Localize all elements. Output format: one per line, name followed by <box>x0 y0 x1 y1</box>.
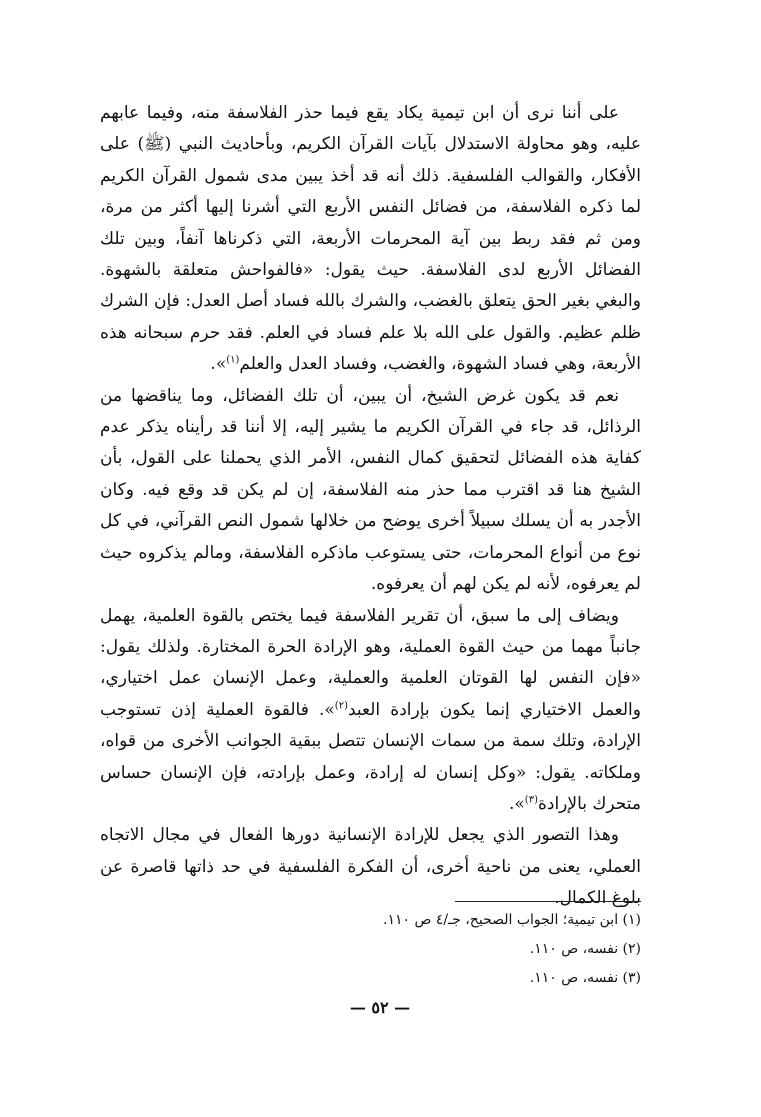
paragraph-text: وهذا التصور الذي يجعل للإرادة الإنسانية دورها الفعال في مجال الاتجاه العملي، يعنى من ناحية أخرى، أن الفكرة الفلسفية في حد ذاتها قاصرة عن بلوغ الكمال. <box>100 825 641 909</box>
footnote-2: (٢) نفسه، ص ١١٠. <box>529 941 641 957</box>
footnote-ref: (٢) <box>334 700 348 712</box>
footnote-ref: (٣) <box>524 794 538 806</box>
paragraph-text: نعم قد يكون غرض الشيخ، أن يبين، أن تلك الفضائل، وما يناقضها من الرذائل، قد جاء في القرآن الكريم ما يشير إليه، إلا أننا قد رأيناه يذكر عدم كفاية هذه الفضائل لتحقيق كمال النفس، الأمر الذي يحملنا على القول، بأن الشيخ هنا قد اقترب مما حذر منه الفلاسفة، إن لم يكن قد وقع فيه. وكان الأجدر به أن يسلك سبيلاً أخرى يوضح من خلالها شمول النص القرآني، في كل نوع من أنواع المحرمات، حتى يستوعب ماذكره الفلاسفة، ومالم يذكروه حيث لم يعرفوه، لأنه لم يكن لهم أن يعرفوه. <box>100 385 641 595</box>
paragraph-text: على أننا نرى أن ابن تيمية يكاد يقع فيما حذر الفلاسفة منه، وفيما عابهم عليه، وهو محاولة الاستدلال بآيات القرآن الكريم، وبأحاديث النبي (ﷺ) على الأفكار، والقوالب الفلسفية. ذلك أنه قد أخذ يبين مدى شمول القرآن الكريم لما ذكره الفلاسفة، من فضائل النفس الأربع التي أشرنا إليها أكثر من مرة، ومن ثم فقد ربط بين آية المحرمات الأربعة، التي ذكرناها آنفاً، وبين تلك الفضائل الأربع لدى الفلاسفة. حيث يقول: «فالفواحش متعلقة بالشهوة. والبغي بغير الحق يتعلق بالغضب، والشرك بالله فساد أصل العدل: فإن الشرك ظلم عظيم. والقول على الله بلا علم فساد في العلم. فقد حرم سبحانه هذه الأربعة، وهي فساد الشهوة، والغضب، وفساد العدل والعلم <box>100 103 641 375</box>
footnote-ref: (١) <box>226 354 240 366</box>
footnote-divider <box>455 901 641 902</box>
footnote-3: (٣) نفسه، ص ١١٠. <box>529 970 641 986</box>
page-number: — ٥٢ — <box>349 998 411 1017</box>
paragraph-text-tail: ». <box>210 354 227 375</box>
paragraph-2 <box>100 381 641 601</box>
paragraph-text: ويضاف إلى ما سبق، أن تقرير الفلاسفة فيما يختص بالقوة العلمية، يهمل جانباً مهما من حيث القوة العملية، وهو الإرادة الحرة المختارة. ولذلك يقول: «فإن النفس لها القوتان العلمية والعملية، وعمل الإنسان عمل اختياري، والعمل الاختياري إنما يكون بإرادة العبد <box>100 605 641 720</box>
paragraph-text-tail: ». <box>508 793 525 814</box>
body-text <box>100 98 641 915</box>
footnotes <box>300 906 641 993</box>
footnote-1: (١) ابن تيمية؛ الجواب الصحيح، جـ/٤ ص ١١٠. <box>382 912 641 928</box>
paragraph-1 <box>100 98 641 381</box>
paragraph-text-middle: ». فالقوة العملية إذن تستوجب الإرادة، وتلك سمة من سمات الإنسان تتصل ببقية الجوانب الأخرى من قواه، وملكاته. يقول: «وكل إنسان له إرادة، وعمل بإرادته، فإن الإنسان حساس متحرك بالإرادة <box>100 699 641 814</box>
paragraph-3 <box>100 601 641 821</box>
